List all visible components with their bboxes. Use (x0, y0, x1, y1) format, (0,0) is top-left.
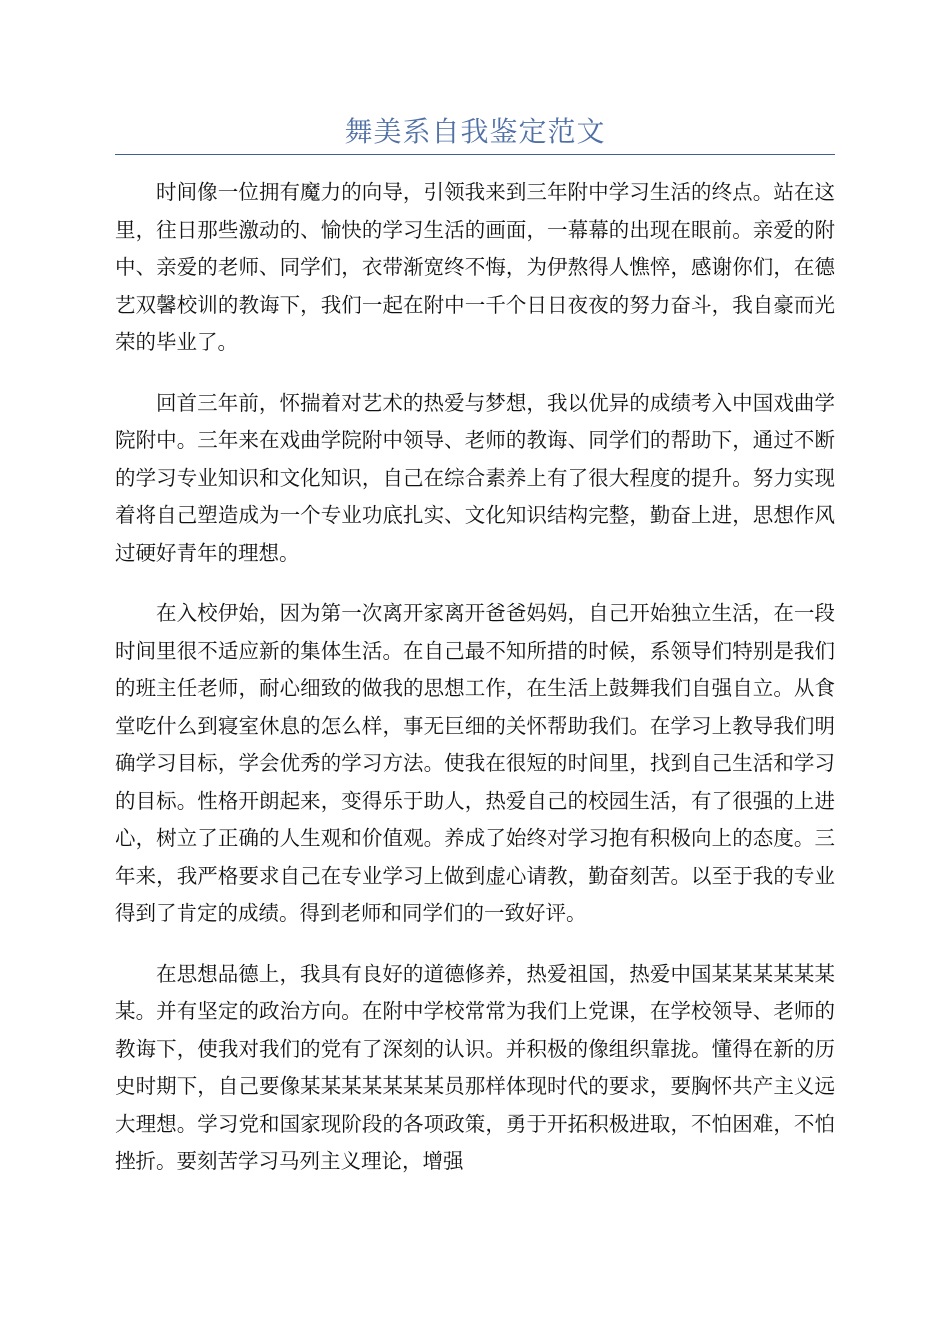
paragraph-3: 在入校伊始，因为第一次离开家离开爸爸妈妈，自己开始独立生活，在一段时间里很不适应新的集体生活。在自己最不知所措的时候，系领导们特别是我们的班主任老师，耐心细致的做我的思想工作，在生活上鼓舞我们自强自立。从食堂吃什么到寝室休息的怎么样，事无巨细的关怀帮助我们。在学习上教导我们明确学习目标，学会优秀的学习方法。使我在很短的时间里，找到自己生活和学习的目标。性格开朗起来，变得乐于助人，热爱自己的校园生活，有了很强的上进心，树立了正确的人生观和价值观。养成了始终对学习抱有积极向上的态度。三年来，我严格要求自己在专业学习上做到虚心请教，勤奋刻苦。以至于我的专业得到了肯定的成绩。得到老师和同学们的一致好评。 (115, 601, 835, 925)
paragraph-2: 回首三年前，怀揣着对艺术的热爱与梦想，我以优异的成绩考入中国戏曲学院附中。三年来在戏曲学院附中领导、老师的教诲、同学们的帮助下，通过不断的学习专业知识和文化知识，自己在综合素养上有了很大程度的提升。努力实现着将自己塑造成为一个专业功底扎实、文化知识结构完整，勤奋上进，思想作风过硬好青年的理想。 (115, 390, 835, 565)
document-title: 舞美系自我鉴定范文 (344, 115, 606, 148)
title-underline (115, 154, 835, 155)
document-body (115, 174, 835, 1204)
paragraph-1: 时间像一位拥有魔力的向导，引领我来到三年附中学习生活的终点。站在这里，往日那些激动的、愉快的学习生活的画面，一幕幕的出现在眼前。亲爱的附中、亲爱的老师、同学们，衣带渐宽终不悔，为伊熬得人憔悴，感谢你们，在德艺双馨校训的教诲下，我们一起在附中一千个日日夜夜的努力奋斗，我自豪而光荣的毕业了。 (115, 180, 835, 354)
paragraph-4: 在思想品德上，我具有良好的道德修养，热爱祖国，热爱中国某某某某某某某。并有坚定的政治方向。在附中学校常常为我们上党课，在学校领导、老师的教诲下，使我对我们的党有了深刻的认识。并积极的像组织靠拢。懂得在新的历史时期下，自己要像某某某某某某某员那样体现时代的要求，要胸怀共产主义远大理想。学习党和国家现阶段的各项政策，勇于开拓积极进取，不怕困难，不怕挫折。要刻苦学习马列主义理论，增强 (115, 961, 835, 1173)
